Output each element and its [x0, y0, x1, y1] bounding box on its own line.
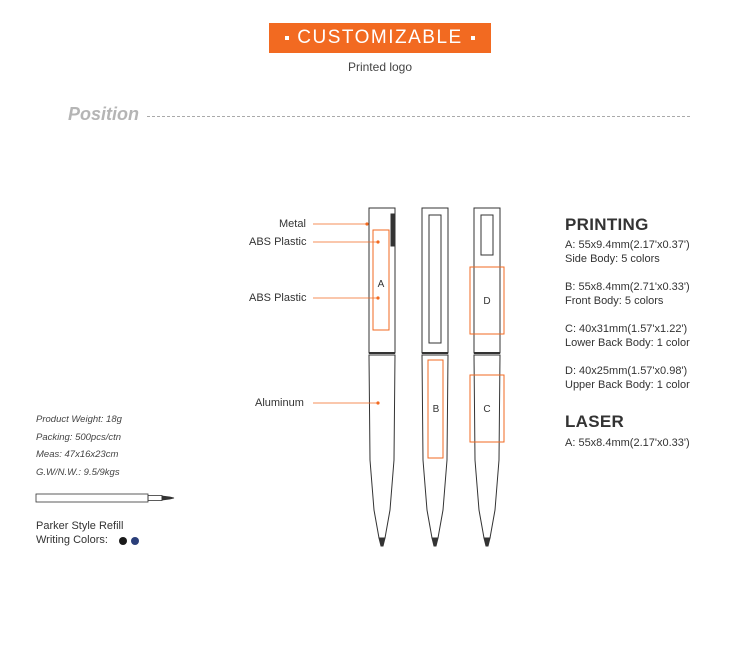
pen-side-barrel	[369, 355, 395, 538]
zone-label-a: A	[377, 279, 385, 290]
zone-label-d: D	[483, 296, 491, 307]
label-abs-plastic-1: ABS Plastic	[249, 236, 307, 248]
pen-front-tip	[432, 538, 438, 546]
spec-packing: Packing: 500pcs/ctn	[36, 432, 122, 443]
print-c-place: Lower Back Body: 1 color	[565, 337, 690, 349]
pen-side-tip	[379, 538, 385, 546]
pen-back-barrel	[474, 355, 500, 538]
pen-front-view	[422, 208, 448, 546]
pen-front-barrel	[422, 355, 448, 538]
refill-label: Parker Style Refill	[36, 520, 124, 532]
color-swatch-blue	[131, 537, 139, 545]
spec-gw: G.W/N.W.: 9.5/9kgs	[36, 467, 120, 478]
writing-colors-label: Writing Colors:	[36, 534, 108, 546]
print-a-size: A: 55x9.4mm(2.17'x0.37')	[565, 239, 690, 251]
refill-drawing	[36, 494, 174, 502]
banner-text: CUSTOMIZABLE	[297, 27, 463, 48]
print-a-place: Side Body: 5 colors	[565, 253, 660, 265]
pen-front-cap	[422, 208, 448, 353]
label-abs-plastic-2: ABS Plastic	[249, 292, 307, 304]
zone-label-c: C	[483, 404, 491, 415]
print-b-size: B: 55x8.4mm(2.71'x0.33')	[565, 281, 690, 293]
spec-weight: Product Weight: 18g	[36, 414, 122, 425]
subtitle: Printed logo	[347, 60, 413, 74]
zone-label-b: B	[432, 404, 440, 415]
color-swatch-black	[119, 537, 127, 545]
pen-back-clip	[481, 215, 493, 255]
pen-back-tip	[484, 538, 490, 546]
pen-back-cap	[474, 208, 500, 353]
section-title: Position	[68, 104, 139, 124]
print-b-place: Front Body: 5 colors	[565, 295, 664, 307]
pen-clip	[391, 214, 395, 246]
laser-heading: LASER	[565, 412, 625, 431]
printing-heading: PRINTING	[565, 215, 649, 234]
label-aluminum: Aluminum	[255, 397, 304, 409]
print-c-size: C: 40x31mm(1.57'x1.22')	[565, 323, 688, 335]
label-metal: Metal	[279, 218, 306, 230]
print-d-place: Upper Back Body: 1 color	[565, 379, 690, 391]
pen-front-clip	[429, 215, 441, 343]
spec-meas: Meas: 47x16x23cm	[36, 449, 119, 460]
print-d-size: D: 40x25mm(1.57'x0.98')	[565, 365, 688, 377]
pen-back-view	[474, 208, 500, 546]
laser-size: A: 55x8.4mm(2.17'x0.33')	[565, 437, 690, 449]
